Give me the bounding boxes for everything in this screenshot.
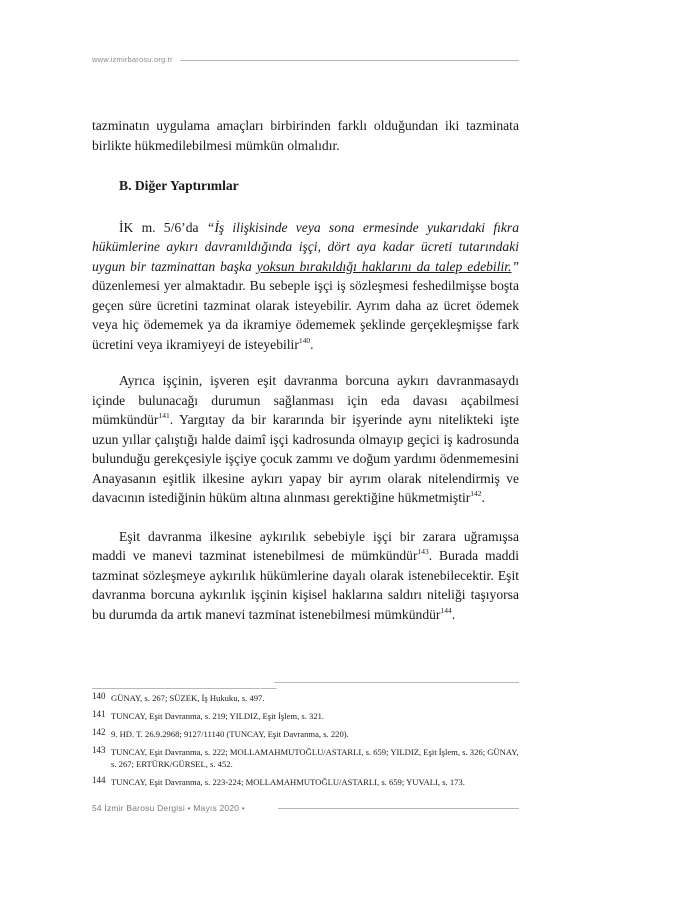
footer-rule bbox=[278, 808, 519, 809]
footnote-number: 144 bbox=[92, 775, 106, 785]
section-heading: B. Diğer Yaptırımlar bbox=[119, 178, 239, 193]
main-text bbox=[92, 116, 519, 624]
footnote-144 bbox=[92, 776, 519, 788]
footnote-text: TUNCAY, Eşit Davranma, s. 222; MOLLAMAHMUTOĞLU/ASTARLI, s. 659; YILDIZ, Eşit İşlem, s. 326; GÜNAY, s. 267; ERTÜRK/GÜRSEL, s. 452. bbox=[111, 747, 519, 769]
paragraph-3-part1: Ayrıca işçinin, işveren eşit davranma borcuna aykırı davranmasaydı içinde bulunacağı durumun sağlanması için eda davası açabilmesi mümkündür bbox=[92, 373, 519, 427]
footnote-text: TUNCAY, Eşit Davranma, s. 219; YILDIZ, Eşit İşlem, s. 321. bbox=[111, 711, 325, 721]
footnote-140 bbox=[92, 692, 519, 704]
paragraph-4-part3: . bbox=[451, 606, 456, 622]
header-url: www.izmirbarosu.org.tr bbox=[92, 55, 173, 64]
footnote-number: 140 bbox=[92, 691, 106, 701]
footnote-text: TUNCAY, Eşit Davranma, s. 223-224; MOLLAMAHMUTOĞLU/ASTARLI, s. 659; YUVALI, s. 173. bbox=[111, 777, 465, 787]
statute-quote: “İş ilişkisinde veya sona ermesinde yukarıdaki fıkra hükümlerine aykırı davranıldığında işçi, dört aya kadar ücreti tutarındaki uygun bir tazminattan başka bbox=[92, 219, 519, 274]
paragraph-3 bbox=[92, 371, 519, 508]
paragraph-2-rest: düzenlemesi yer almaktadır. Bu sebeple işçi iş sözleşmesi feshedilmişse boşta geçen süre ücretini tazminat olarak isteyebilir. Ayrım daha az ücret ödemek veya hiç ödememek ya da ikramiye ödememek şeklinde gerçekleşmişse fark ücretini veya ikramiyeyi de isteyebilir bbox=[92, 278, 519, 352]
footnote-number: 142 bbox=[92, 727, 106, 737]
header-rule bbox=[180, 60, 519, 61]
footer-text: 54 İzmir Barosu Dergisi • Mayıs 2020 • bbox=[92, 803, 245, 813]
footnote-ref-141[interactable]: 141 bbox=[158, 411, 170, 420]
paragraph-2-end: . bbox=[310, 336, 314, 352]
page-header bbox=[92, 54, 519, 66]
paragraph-3-part3: . bbox=[481, 490, 485, 505]
footnote-text: 9. HD. T. 26.9.2968; 9127/11140 (TUNCAY, Eşit Davranma, s. 220). bbox=[111, 729, 349, 739]
paragraph-4-part1: Eşit davranma ilkesine aykırılık sebebiyle işçi bir zarara uğramışsa maddi ve manevi tazminat istenebilmesi de mümkündür bbox=[92, 528, 519, 563]
paragraph-2 bbox=[92, 218, 519, 355]
paragraph-4 bbox=[92, 527, 519, 625]
footnote-text: GÜNAY, s. 267; SÜZEK, İş Hukuku, s. 497. bbox=[111, 693, 265, 703]
footnote-142 bbox=[92, 728, 519, 740]
statute-quote-underlined: yoksun bırakıldığı haklarını da talep edebilir. bbox=[256, 258, 512, 274]
paragraph-4-part2: . Burada maddi tazminat sözleşmeye aykırılık hükümlerine dayalı olarak istenebilecektir. Eşit davranma borcuna aykırılık işçinin kişisel haklarına saldırı niteliği taşıyorsa bu durumda da artık manevi tazminat istenebilmesi mümkündür bbox=[92, 548, 519, 622]
footnote-number: 141 bbox=[92, 709, 106, 719]
footnote-ref-143[interactable]: 143 bbox=[417, 547, 429, 556]
footnote-ref-142[interactable]: 142 bbox=[470, 489, 482, 498]
footnote-143 bbox=[92, 746, 519, 770]
paragraph-1: tazminatın uygulama amaçları birbirinden farklı olduğundan iki tazminata birlikte hükmedilebilmesi mümkün olmalıdır. bbox=[92, 118, 519, 153]
footnote-ref-140[interactable]: 140 bbox=[298, 335, 311, 345]
footnote-number: 143 bbox=[92, 745, 106, 755]
footnotes bbox=[92, 692, 519, 788]
statute-quote-close: ” bbox=[511, 258, 519, 274]
footnote-ref-144[interactable]: 144 bbox=[440, 605, 452, 615]
footnote-141 bbox=[92, 710, 519, 722]
page-footer bbox=[92, 801, 519, 815]
paragraph-3-part2: . Yargıtay da bir kararında bir işyerinde aynı nitelikteki işte uzun yıllar çalıştığı halde daimî işçi kadrosunda olmayıp geçici iş kadrosunda bulunduğu gerekçesiyle işçiye çocuk zammı ve doğum yardımı ödenmemesini Anayasanın eşitlik ilkesine aykırı yapay bir ayrım olarak nitelendirmiş ve davacının istediğinin hüküm altına alınması gerektiğine hükmetmiştir bbox=[92, 412, 519, 505]
paragraph-2-lead: İK m. 5/6’da bbox=[119, 219, 207, 235]
